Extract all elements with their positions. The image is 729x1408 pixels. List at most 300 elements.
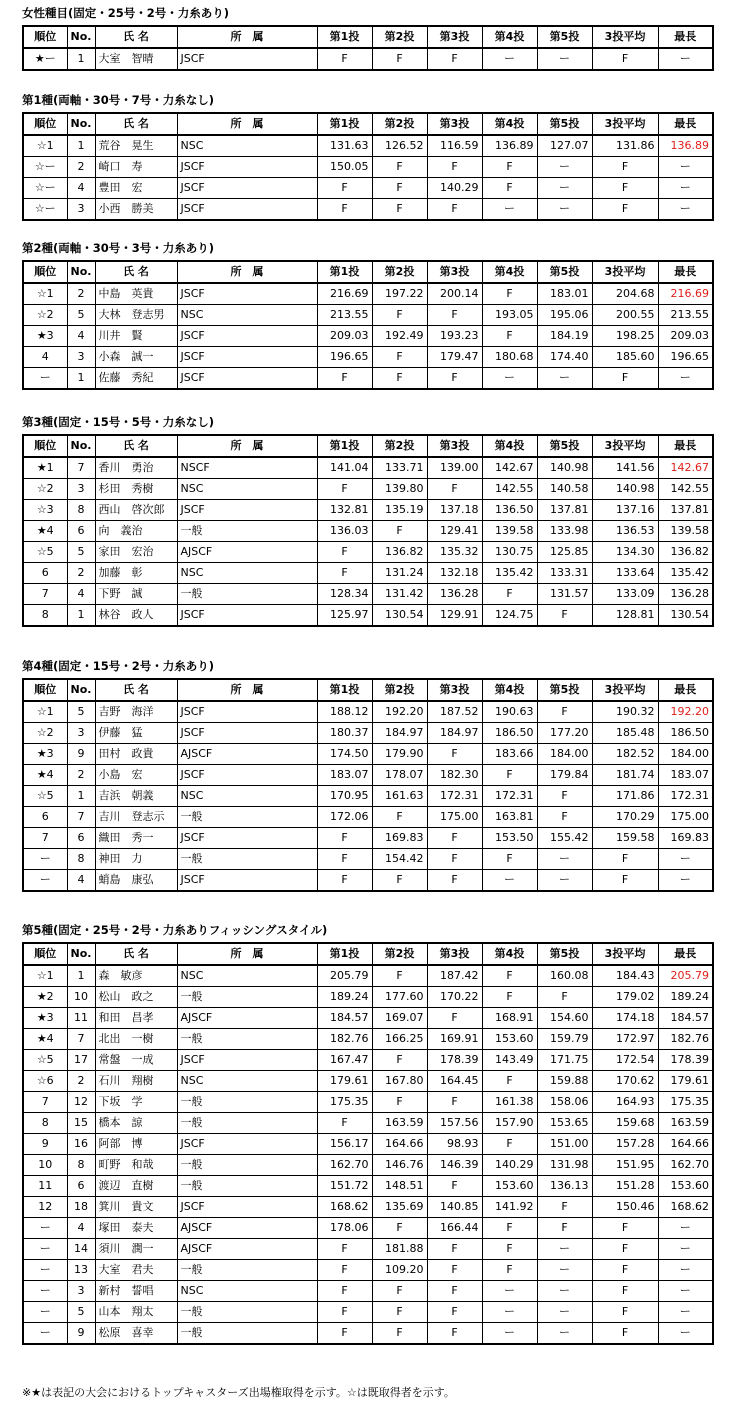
cell-throw-4: F — [482, 1260, 537, 1281]
cell-throw-2: F — [372, 1281, 427, 1302]
cell-throw-1: 136.03 — [317, 521, 372, 542]
table-row — [23, 521, 713, 542]
table-row — [23, 744, 713, 765]
cell-avg-3: 185.60 — [592, 347, 658, 368]
cell-throw-1: F — [317, 199, 372, 221]
cell-affiliation: JSCF — [177, 178, 317, 199]
header-affiliation: 所 属 — [177, 113, 317, 135]
cell-throw-1: 178.06 — [317, 1218, 372, 1239]
cell-throw-4: F — [482, 584, 537, 605]
cell-longest: 183.07 — [658, 765, 713, 786]
cell-throw-4: 143.49 — [482, 1050, 537, 1071]
cell-number: 5 — [67, 701, 95, 723]
cell-name: 香川 勇治 — [95, 457, 177, 479]
header-throw-3: 第3投 — [427, 26, 482, 48]
cell-throw-2: 166.25 — [372, 1029, 427, 1050]
cell-affiliation: NSC — [177, 135, 317, 157]
cell-number: 3 — [67, 723, 95, 744]
cell-throw-3: 157.56 — [427, 1113, 482, 1134]
cell-throw-4: ー — [482, 48, 537, 70]
cell-rank: ☆ー — [23, 199, 67, 221]
cell-throw-2: F — [372, 1323, 427, 1345]
cell-throw-1: F — [317, 542, 372, 563]
cell-throw-5: ー — [537, 849, 592, 870]
cell-throw-2: 130.54 — [372, 605, 427, 627]
results-table — [22, 112, 714, 221]
table-row — [23, 199, 713, 221]
cell-name: 下野 誠 — [95, 584, 177, 605]
header-throw-3: 第3投 — [427, 435, 482, 457]
cell-name: 向 義治 — [95, 521, 177, 542]
cell-throw-3: 146.39 — [427, 1155, 482, 1176]
cell-number: 8 — [67, 849, 95, 870]
cell-throw-5: F — [537, 1197, 592, 1218]
cell-throw-1: F — [317, 368, 372, 390]
table-header-row — [23, 113, 713, 135]
cell-rank: 7 — [23, 584, 67, 605]
cell-throw-1: 179.61 — [317, 1071, 372, 1092]
cell-rank: ☆1 — [23, 135, 67, 157]
section-women — [22, 5, 712, 71]
cell-rank: 11 — [23, 1176, 67, 1197]
cell-throw-3: 187.42 — [427, 965, 482, 987]
cell-number: 2 — [67, 283, 95, 305]
cell-longest: 169.83 — [658, 828, 713, 849]
results-table — [22, 678, 714, 892]
cell-throw-1: 168.62 — [317, 1197, 372, 1218]
section-title: 第3種(固定・15号・5号・力糸なし) — [22, 415, 215, 429]
header-number: No. — [67, 435, 95, 457]
table-row — [23, 807, 713, 828]
cell-throw-3: F — [427, 849, 482, 870]
cell-avg-3: 157.28 — [592, 1134, 658, 1155]
cell-avg-3: 174.18 — [592, 1008, 658, 1029]
table-row — [23, 1323, 713, 1345]
cell-affiliation: JSCF — [177, 765, 317, 786]
cell-throw-3: 140.29 — [427, 178, 482, 199]
table-row — [23, 347, 713, 368]
cell-number: 6 — [67, 828, 95, 849]
cell-longest: ー — [658, 1239, 713, 1260]
cell-throw-4: 136.50 — [482, 500, 537, 521]
cell-name: 塚田 泰夫 — [95, 1218, 177, 1239]
header-rank: 順位 — [23, 261, 67, 283]
cell-avg-3: 200.55 — [592, 305, 658, 326]
cell-name: 小西 勝美 — [95, 199, 177, 221]
cell-name: 神田 力 — [95, 849, 177, 870]
cell-throw-1: 180.37 — [317, 723, 372, 744]
cell-throw-2: 131.24 — [372, 563, 427, 584]
cell-rank: 6 — [23, 807, 67, 828]
cell-affiliation: JSCF — [177, 368, 317, 390]
cell-affiliation: AJSCF — [177, 744, 317, 765]
cell-name: 織田 秀一 — [95, 828, 177, 849]
cell-avg-3: 181.74 — [592, 765, 658, 786]
cell-name: 大林 登志男 — [95, 305, 177, 326]
cell-name: 田村 政貴 — [95, 744, 177, 765]
cell-throw-1: 141.04 — [317, 457, 372, 479]
cell-throw-2: 109.20 — [372, 1260, 427, 1281]
cell-name: 林谷 政人 — [95, 605, 177, 627]
cell-number: 4 — [67, 326, 95, 347]
cell-throw-4: 180.68 — [482, 347, 537, 368]
cell-throw-4: 136.89 — [482, 135, 537, 157]
cell-throw-4: 153.60 — [482, 1029, 537, 1050]
cell-throw-5: ー — [537, 199, 592, 221]
cell-rank: ー — [23, 1218, 67, 1239]
cell-longest: 135.42 — [658, 563, 713, 584]
header-throw-4: 第4投 — [482, 679, 537, 701]
cell-throw-3: 135.32 — [427, 542, 482, 563]
cell-throw-3: F — [427, 368, 482, 390]
cell-throw-5: 184.19 — [537, 326, 592, 347]
cell-affiliation: NSC — [177, 479, 317, 500]
cell-avg-3: F — [592, 1302, 658, 1323]
header-name: 氏 名 — [95, 261, 177, 283]
cell-throw-1: 216.69 — [317, 283, 372, 305]
cell-throw-5: 153.65 — [537, 1113, 592, 1134]
cell-name: 加藤 彰 — [95, 563, 177, 584]
cell-avg-3: F — [592, 1239, 658, 1260]
cell-number: 3 — [67, 199, 95, 221]
header-throw-3: 第3投 — [427, 261, 482, 283]
cell-affiliation: 一般 — [177, 1260, 317, 1281]
table-row — [23, 135, 713, 157]
cell-throw-3: 164.45 — [427, 1071, 482, 1092]
table-row — [23, 701, 713, 723]
cell-name: 町野 和哉 — [95, 1155, 177, 1176]
cell-throw-4: 163.81 — [482, 807, 537, 828]
table-row — [23, 157, 713, 178]
header-throw-1: 第1投 — [317, 435, 372, 457]
cell-avg-3: 134.30 — [592, 542, 658, 563]
cell-throw-5: ー — [537, 178, 592, 199]
cell-number: 7 — [67, 457, 95, 479]
cell-throw-5: 195.06 — [537, 305, 592, 326]
cell-rank: ☆6 — [23, 1071, 67, 1092]
cell-avg-3: 185.48 — [592, 723, 658, 744]
cell-throw-1: 209.03 — [317, 326, 372, 347]
cell-throw-4: F — [482, 965, 537, 987]
cell-throw-2: 169.83 — [372, 828, 427, 849]
cell-throw-3: 137.18 — [427, 500, 482, 521]
cell-rank: ★1 — [23, 457, 67, 479]
cell-affiliation: NSC — [177, 965, 317, 987]
cell-name: 蛸島 康弘 — [95, 870, 177, 892]
cell-throw-5: 154.60 — [537, 1008, 592, 1029]
cell-affiliation: JSCF — [177, 870, 317, 892]
cell-name: 西山 啓次郎 — [95, 500, 177, 521]
cell-longest: 184.00 — [658, 744, 713, 765]
cell-throw-1: 125.97 — [317, 605, 372, 627]
cell-throw-4: 190.63 — [482, 701, 537, 723]
table-row — [23, 723, 713, 744]
cell-throw-2: 154.42 — [372, 849, 427, 870]
cell-throw-3: 179.47 — [427, 347, 482, 368]
cell-throw-3: 182.30 — [427, 765, 482, 786]
cell-throw-2: 192.20 — [372, 701, 427, 723]
cell-avg-3: F — [592, 1218, 658, 1239]
cell-throw-3: F — [427, 828, 482, 849]
cell-name: 松山 政之 — [95, 987, 177, 1008]
cell-avg-3: 184.43 — [592, 965, 658, 987]
cell-throw-4: F — [482, 1239, 537, 1260]
cell-throw-4: 183.66 — [482, 744, 537, 765]
cell-longest: ー — [658, 849, 713, 870]
table-row — [23, 368, 713, 390]
cell-rank: ★3 — [23, 326, 67, 347]
cell-rank: ☆1 — [23, 283, 67, 305]
header-number: No. — [67, 679, 95, 701]
cell-throw-5: ー — [537, 1323, 592, 1345]
cell-throw-4: F — [482, 987, 537, 1008]
cell-affiliation: JSCF — [177, 1134, 317, 1155]
cell-throw-1: 205.79 — [317, 965, 372, 987]
cell-throw-4: 168.91 — [482, 1008, 537, 1029]
cell-longest: ー — [658, 157, 713, 178]
table-row — [23, 828, 713, 849]
header-throw-5: 第5投 — [537, 261, 592, 283]
table-row — [23, 1155, 713, 1176]
header-throw-4: 第4投 — [482, 261, 537, 283]
section-title: 女性種目(固定・25号・2号・力糸あり) — [22, 6, 230, 20]
cell-throw-3: 175.00 — [427, 807, 482, 828]
cell-name: 和田 昌孝 — [95, 1008, 177, 1029]
cell-throw-1: 132.81 — [317, 500, 372, 521]
cell-number: 7 — [67, 807, 95, 828]
cell-throw-2: 126.52 — [372, 135, 427, 157]
cell-throw-5: ー — [537, 1302, 592, 1323]
header-longest: 最長 — [658, 26, 713, 48]
cell-rank: ー — [23, 1323, 67, 1345]
cell-longest: 163.59 — [658, 1113, 713, 1134]
cell-throw-1: 188.12 — [317, 701, 372, 723]
cell-affiliation: NSC — [177, 1071, 317, 1092]
cell-affiliation: 一般 — [177, 521, 317, 542]
cell-avg-3: F — [592, 368, 658, 390]
cell-throw-3: F — [427, 1008, 482, 1029]
cell-longest: 209.03 — [658, 326, 713, 347]
cell-throw-4: ー — [482, 1323, 537, 1345]
cell-throw-2: F — [372, 347, 427, 368]
cell-number: 1 — [67, 965, 95, 987]
cell-longest: 142.55 — [658, 479, 713, 500]
cell-number: 18 — [67, 1197, 95, 1218]
cell-longest: 172.31 — [658, 786, 713, 807]
cell-number: 2 — [67, 563, 95, 584]
cell-rank: ★2 — [23, 987, 67, 1008]
cell-longest: ー — [658, 1281, 713, 1302]
cell-throw-2: 177.60 — [372, 987, 427, 1008]
header-name: 氏 名 — [95, 435, 177, 457]
header-name: 氏 名 — [95, 943, 177, 965]
cell-throw-2: 169.07 — [372, 1008, 427, 1029]
cell-name: 荒谷 晃生 — [95, 135, 177, 157]
cell-rank: ☆1 — [23, 965, 67, 987]
cell-throw-1: F — [317, 870, 372, 892]
cell-throw-4: 157.90 — [482, 1113, 537, 1134]
cell-throw-4: 186.50 — [482, 723, 537, 744]
cell-name: 山本 翔太 — [95, 1302, 177, 1323]
cell-throw-1: 196.65 — [317, 347, 372, 368]
header-throw-2: 第2投 — [372, 679, 427, 701]
cell-avg-3: F — [592, 1281, 658, 1302]
table-row — [23, 1197, 713, 1218]
cell-throw-3: F — [427, 199, 482, 221]
cell-longest: 175.35 — [658, 1092, 713, 1113]
cell-throw-4: 142.67 — [482, 457, 537, 479]
cell-throw-4: 193.05 — [482, 305, 537, 326]
header-affiliation: 所 属 — [177, 435, 317, 457]
cell-number: 17 — [67, 1050, 95, 1071]
cell-throw-5: 155.42 — [537, 828, 592, 849]
cell-avg-3: 204.68 — [592, 283, 658, 305]
cell-rank: ☆5 — [23, 542, 67, 563]
cell-throw-4: F — [482, 1134, 537, 1155]
table-row — [23, 1176, 713, 1197]
header-throw-2: 第2投 — [372, 113, 427, 135]
cell-name: 小森 誠一 — [95, 347, 177, 368]
cell-affiliation: 一般 — [177, 1176, 317, 1197]
cell-throw-3: F — [427, 1176, 482, 1197]
cell-name: 大室 智晴 — [95, 48, 177, 70]
cell-avg-3: 198.25 — [592, 326, 658, 347]
cell-avg-3: 182.52 — [592, 744, 658, 765]
cell-throw-2: F — [372, 870, 427, 892]
cell-longest: 164.66 — [658, 1134, 713, 1155]
header-affiliation: 所 属 — [177, 26, 317, 48]
cell-longest: 182.76 — [658, 1029, 713, 1050]
header-throw-5: 第5投 — [537, 26, 592, 48]
cell-throw-1: F — [317, 828, 372, 849]
header-avg-3: 3投平均 — [592, 113, 658, 135]
header-rank: 順位 — [23, 113, 67, 135]
cell-affiliation: AJSCF — [177, 1008, 317, 1029]
header-throw-3: 第3投 — [427, 113, 482, 135]
header-throw-4: 第4投 — [482, 943, 537, 965]
cell-throw-4: 141.92 — [482, 1197, 537, 1218]
cell-number: 1 — [67, 48, 95, 70]
cell-throw-4: 153.60 — [482, 1176, 537, 1197]
cell-longest: 130.54 — [658, 605, 713, 627]
header-throw-5: 第5投 — [537, 943, 592, 965]
cell-rank: 8 — [23, 1113, 67, 1134]
cell-longest: ー — [658, 1260, 713, 1281]
cell-number: 5 — [67, 1302, 95, 1323]
cell-name: 石川 翔樹 — [95, 1071, 177, 1092]
cell-rank: ☆1 — [23, 701, 67, 723]
cell-throw-5: 184.00 — [537, 744, 592, 765]
cell-name: 森 敏彦 — [95, 965, 177, 987]
cell-affiliation: 一般 — [177, 584, 317, 605]
table-row — [23, 1113, 713, 1134]
cell-affiliation: 一般 — [177, 1029, 317, 1050]
cell-number: 16 — [67, 1134, 95, 1155]
cell-throw-5: F — [537, 786, 592, 807]
cell-affiliation: JSCF — [177, 199, 317, 221]
section-title: 第5種(固定・25号・2号・力糸ありフィッシングスタイル) — [22, 923, 328, 937]
cell-throw-5: F — [537, 807, 592, 828]
cell-number: 7 — [67, 1029, 95, 1050]
cell-throw-3: F — [427, 305, 482, 326]
cell-longest: 205.79 — [658, 965, 713, 987]
cell-throw-5: 131.98 — [537, 1155, 592, 1176]
cell-throw-5: 158.06 — [537, 1092, 592, 1113]
header-longest: 最長 — [658, 679, 713, 701]
cell-throw-5: ー — [537, 368, 592, 390]
table-row — [23, 987, 713, 1008]
section-class-2 — [22, 240, 712, 390]
table-row — [23, 1050, 713, 1071]
cell-longest: 175.00 — [658, 807, 713, 828]
cell-throw-1: 150.05 — [317, 157, 372, 178]
cell-throw-3: 193.23 — [427, 326, 482, 347]
cell-rank: 7 — [23, 1092, 67, 1113]
cell-throw-2: F — [372, 1050, 427, 1071]
cell-affiliation: 一般 — [177, 1092, 317, 1113]
cell-throw-4: ー — [482, 1302, 537, 1323]
cell-throw-5: 140.58 — [537, 479, 592, 500]
header-number: No. — [67, 26, 95, 48]
cell-avg-3: 190.32 — [592, 701, 658, 723]
section-title: 第1種(両軸・30号・7号・力糸なし) — [22, 93, 215, 107]
cell-throw-2: 163.59 — [372, 1113, 427, 1134]
cell-name: 豊田 宏 — [95, 178, 177, 199]
cell-avg-3: F — [592, 199, 658, 221]
cell-throw-3: F — [427, 48, 482, 70]
cell-affiliation: JSCF — [177, 283, 317, 305]
cell-throw-1: F — [317, 849, 372, 870]
cell-name: 家田 宏治 — [95, 542, 177, 563]
cell-longest: ー — [658, 1218, 713, 1239]
cell-throw-3: 129.41 — [427, 521, 482, 542]
cell-throw-5: 174.40 — [537, 347, 592, 368]
cell-rank: 12 — [23, 1197, 67, 1218]
cell-avg-3: F — [592, 157, 658, 178]
cell-throw-3: 200.14 — [427, 283, 482, 305]
header-name: 氏 名 — [95, 26, 177, 48]
section-class-3 — [22, 414, 712, 627]
cell-throw-5: ー — [537, 870, 592, 892]
cell-avg-3: F — [592, 870, 658, 892]
cell-number: 1 — [67, 135, 95, 157]
cell-rank: ー — [23, 1239, 67, 1260]
cell-throw-3: 166.44 — [427, 1218, 482, 1239]
cell-throw-1: 162.70 — [317, 1155, 372, 1176]
cell-number: 14 — [67, 1239, 95, 1260]
table-row — [23, 765, 713, 786]
cell-rank: ★3 — [23, 1008, 67, 1029]
cell-throw-5: 179.84 — [537, 765, 592, 786]
cell-throw-5: 177.20 — [537, 723, 592, 744]
cell-throw-1: 128.34 — [317, 584, 372, 605]
header-throw-2: 第2投 — [372, 435, 427, 457]
results-table — [22, 25, 714, 71]
section-class-1 — [22, 92, 712, 221]
footnote: ※★は表記の大会におけるトップキャスターズ出場権取得を示す。☆は既取得者を示す。 — [22, 1386, 455, 1399]
header-avg-3: 3投平均 — [592, 26, 658, 48]
cell-throw-5: 127.07 — [537, 135, 592, 157]
cell-number: 13 — [67, 1260, 95, 1281]
cell-affiliation: JSCF — [177, 1197, 317, 1218]
cell-number: 12 — [67, 1092, 95, 1113]
cell-throw-2: F — [372, 305, 427, 326]
cell-affiliation: JSCF — [177, 500, 317, 521]
table-row — [23, 305, 713, 326]
cell-throw-2: 136.82 — [372, 542, 427, 563]
header-avg-3: 3投平均 — [592, 261, 658, 283]
header-affiliation: 所 属 — [177, 679, 317, 701]
